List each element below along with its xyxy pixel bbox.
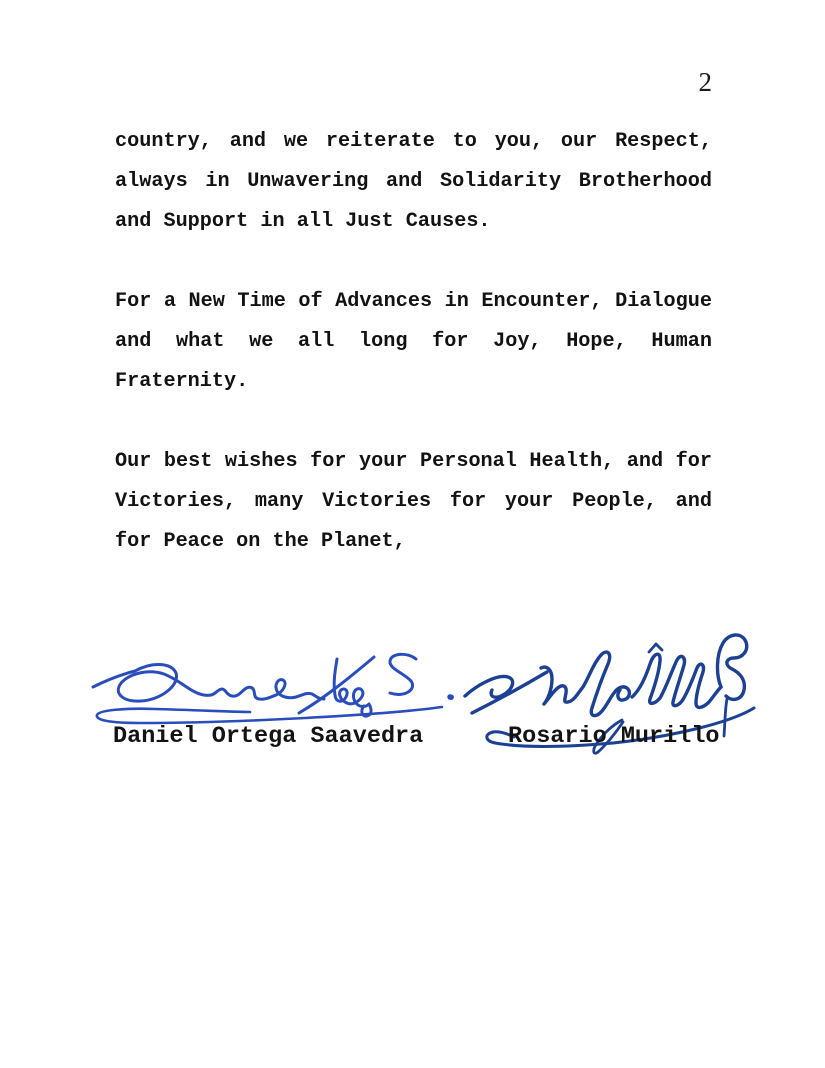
daniel-ortega-signature-icon — [85, 640, 460, 730]
daniel-signature-strokes — [93, 654, 451, 723]
text-line: always in Unwavering and Solidarity Brotherhood — [115, 170, 712, 193]
paragraph — [115, 122, 712, 242]
signatory-name-rosario-murillo: Rosario Murillo — [508, 723, 720, 750]
text-line: and Support in all Just Causes. — [115, 210, 491, 233]
text-line: Our best wishes for your Personal Health, and for — [115, 450, 712, 473]
text-line: Fraternity. — [115, 370, 249, 393]
signatory-name-daniel-ortega: Daniel Ortega Saavedra — [113, 723, 424, 750]
page-number: 2 — [698, 67, 712, 97]
paragraph — [115, 282, 712, 402]
text-line: For a New Time of Advances in Encounter, Dialogue — [115, 290, 712, 313]
text-line: country, and we reiterate to you, our Respect, — [115, 130, 712, 153]
text-line: and what we all long for Joy, Hope, Human — [115, 330, 712, 353]
paragraph — [115, 442, 712, 562]
text-line: Victories, many Victories for your People, and — [115, 490, 712, 513]
letter-body — [115, 122, 712, 602]
text-line: for Peace on the Planet, — [115, 530, 406, 553]
